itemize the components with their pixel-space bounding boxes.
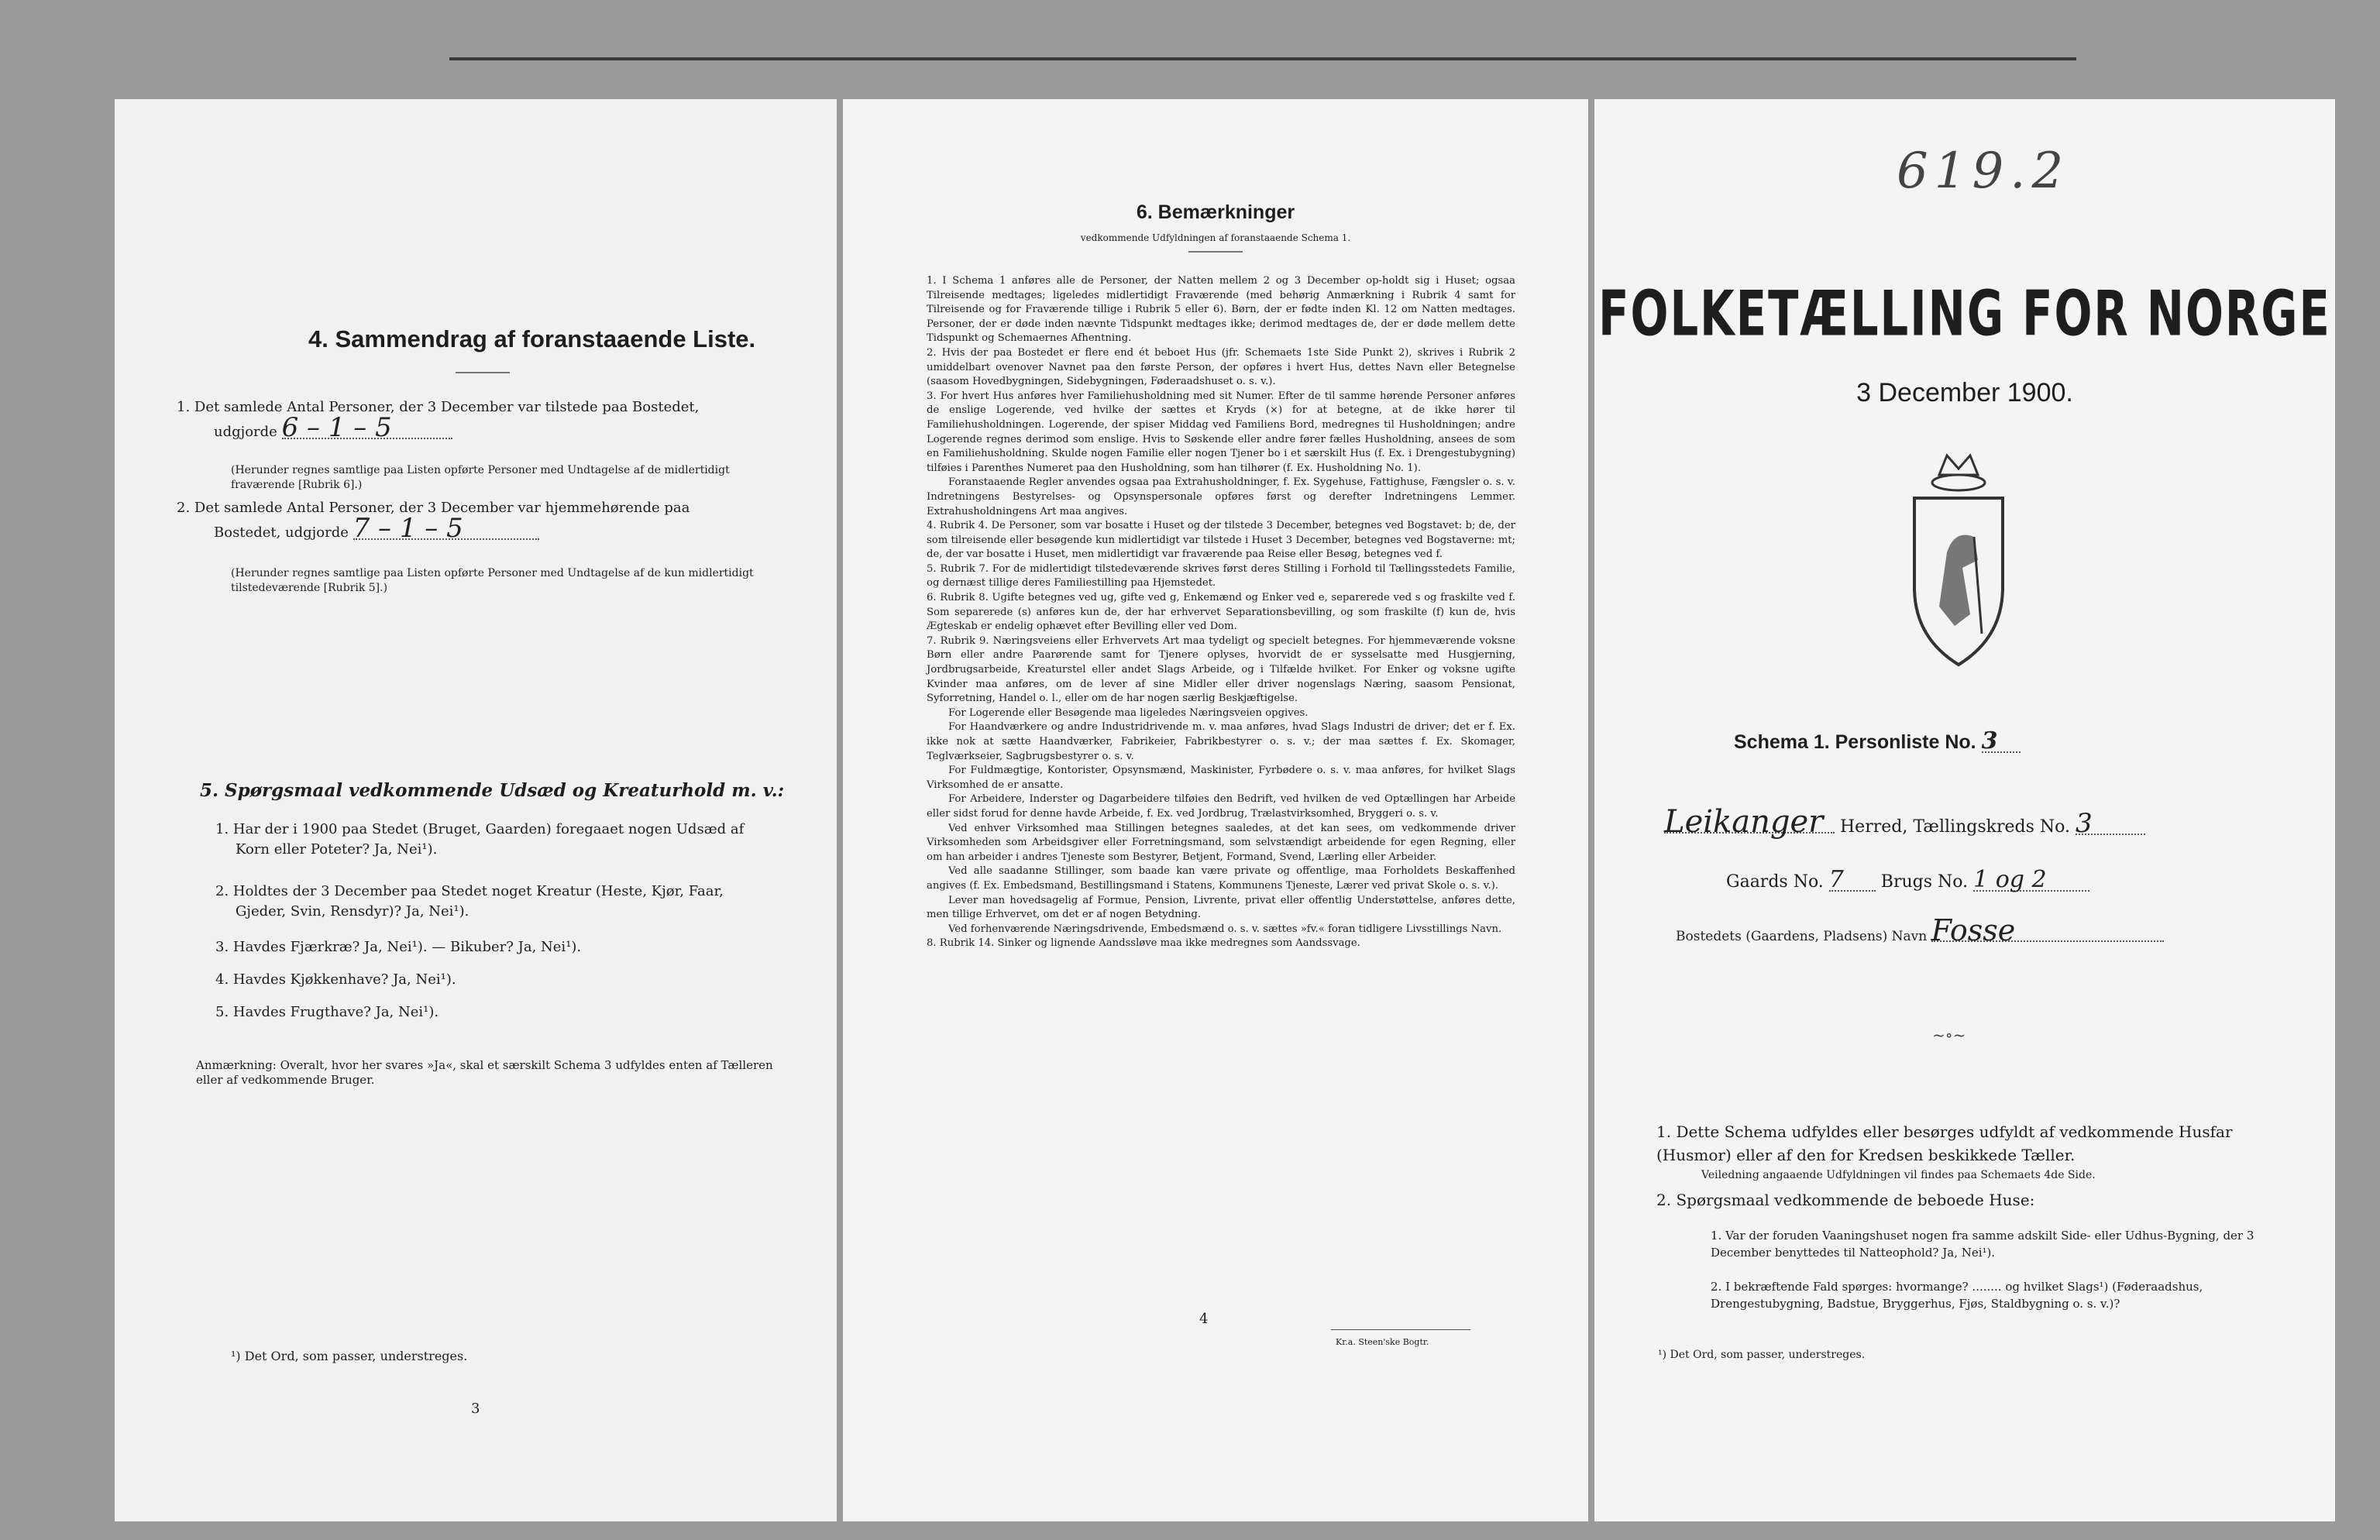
section-5-title: 5. Spørgsmaal vedkommende Udsæd og Kreaturhold m. v.:: [200, 780, 785, 801]
census-date: 3 December 1900.: [1856, 378, 2073, 407]
s5-item-5: [215, 1002, 796, 1023]
item-number: 3.: [215, 939, 229, 955]
bosted-value: Fosse: [1931, 920, 2164, 942]
item-number: 5.: [215, 1004, 229, 1020]
brugs-number: 1 og 2: [1973, 870, 2089, 892]
right-page: [1594, 99, 2335, 1521]
remark-paragraph: 5. Rubrik 7. For de midlertidigt tilstedeværende skrives først deres Stilling i Forhold til Tællingsstedets Familie, og dernæst tillige deres Familiestilling paa Hjemstedet.: [927, 562, 1515, 590]
remark-paragraph: Ved alle saadanne Stillinger, som baade kan være private og offentlige, maa Forholdets Beskaffenhed angives (f. Ex. Embedsmand, Bestillingsmand i Statens, Kommunens Tjeneste, Lærer ved privat Skole o. s. v.).: [927, 865, 1515, 892]
instruction-1: 1. Dette Schema udfyldes eller besørges udfyldt af vedkommende Husfar (Husmor) eller af den for Kredsen beskikkede Tæller.: [1656, 1122, 2233, 1164]
item-number: 2.: [215, 883, 229, 899]
brugs-label: Brugs No.: [1880, 872, 1969, 892]
personliste-number: 3: [1982, 731, 2021, 753]
section-4-title: 4. Sammendrag af foranstaaende Liste.: [308, 325, 756, 352]
bosted-line: [1676, 913, 2296, 947]
herred-line: [1664, 804, 2299, 840]
remark-paragraph: For Haandværkere og andre Industridrivende m. v. maa anføres, hvad Slags Industri de driver; det er f. Ex. ikke nok at sætte Haandværker, Fabrikeier, Fabrikbestyrer o. s. v.; der maa sættes f. Ex. Skomager, Teglværkseier, Sagbrugsbestyrer o. s. v.: [927, 721, 1515, 762]
remarks-title: 6. Bemærkninger: [1136, 201, 1295, 223]
item-number: 4.: [215, 971, 229, 988]
left-page: [115, 99, 837, 1521]
remark-paragraph: 4. Rubrik 4. De Personer, som var bosatte i Huset og der tilstede 3 December, betegnes ved Bogstavet: b; de, der som tilreisende eller besøgende kun midlertidigt var tilstede i Huset 3 December, betegnes ved Bogstaverne: mt; de, der var bosatte i Huset, men midlertidigt var fraværende paa Reise eller Besøg, betegnes ved f.: [927, 520, 1515, 561]
remarks-subtitle: vedkommende Udfyldningen af foranstaaende Schema 1.: [1080, 232, 1351, 243]
item-text: Gjeder, Svin, Rensdyr)? Ja, Nei¹).: [236, 903, 469, 920]
remark-paragraph: 3. For hvert Hus anføres hver Familiehusholdning med sit Numer. Efter de til samme hørende Personer anføres de enslige Logerende, ved hvilke der sættes et Kryds (×) for at betegne, at de ikke hører til Familiehusholdningen. Logerende, der spiser Middag ved Familiens Bord, medregnes til Husholdningen; andre Logerende regnes derimod som enslige. Hvis to Søskende eller andre fører fælles Husholdning, ansees de som en Familiehusholdning. Skulde nogen Familie eller nogen Tjener bo i et særskilt Hus (f. Ex. i Drengestubygning) tilføies i Parenthes Numeret paa den Husholdning, som han tilhører (f. Ex. Husholdning No. 1).: [927, 390, 1515, 474]
herred-label: Herred, Tællingskreds No.: [1840, 817, 2070, 837]
gaards-label: Gaards No.: [1726, 872, 1824, 892]
remark-paragraph: For Logerende eller Besøgende maa ligeledes Næringsveien opgives.: [948, 706, 1309, 719]
handwritten-count-present: 6 – 1 – 5: [282, 418, 452, 439]
item-number: 2.: [177, 500, 191, 516]
remark-paragraph: For Arbeidere, Inderster og Dagarbeidere tilføies den Bedrift, ved hvilken de ved Optællingen har Arbeide eller sidst forud for denne havde Arbeide, f. Ex. ved Jordbrug, Trælastvirksomhed, Bryggeri o. s. v.: [927, 793, 1515, 820]
instruction-1-note: Veiledning angaaende Udfyldningen vil findes paa Schemaets 4de Side.: [1701, 1169, 2096, 1181]
item-text: Korn eller Poteter? Ja, Nei¹).: [236, 841, 438, 858]
scan-edge-line: [449, 57, 2076, 60]
archive-number: 619.2: [1897, 143, 2070, 200]
s4-item-2: [177, 498, 789, 543]
schema-label: [1734, 727, 2021, 755]
remark-paragraph: Foranstaaende Regler anvendes ogsaa paa Extrahusholdninger, f. Ex. Sygehuse, Fattighuse, Fængsler o. s. v. Indretningens Bestyrelses- og Opsynspersonale opføres først og derefter Indretningens Lemmer. Extrahusholdningens Art maa angives.: [927, 476, 1515, 517]
remark-paragraph: Lever man hovedsagelig af Formue, Pension, Livrente, privat eller offentlig Understøttelse, anføres dette, men tillige Erhvervet, om det er af nogen Betydning.: [927, 894, 1515, 921]
middle-page: [843, 99, 1588, 1521]
question-1: 1. Var der foruden Vaaningshuset nogen fra samme adskilt Side- eller Udhus-Bygning, der 3 December benyttedes til Natteophold? Ja, Nei¹).: [1711, 1229, 2254, 1260]
remark-paragraph: 6. Rubrik 8. Ugifte betegnes ved ug, gifte ved g, Enkemænd og Enker ved e, separerede ved s og fraskilte ved f. Som separerede (s) anføres kun de, der har erhvervet Separationsbevilling, og som fraskilte (f) kun de, hvis Ægteskab er endelig ophævet efter Bevilling eller ved Dom.: [927, 592, 1515, 633]
gaards-number: 7: [1829, 870, 1876, 892]
kreds-number: 3: [2076, 813, 2145, 835]
question-2: 2. I bekræftende Fald spørges: hvormange? ........ og hvilket Slags¹) (Føderaadshus, Drengestubygning, Badstue, Bryggerhus, Fjøs, Staldbygning o. s. v.)?: [1711, 1280, 2203, 1311]
footnote: ¹) Det Ord, som passer, understreges.: [1658, 1349, 1866, 1361]
item-text: Havdes Kjøkkenhave? Ja, Nei¹).: [232, 971, 456, 988]
s5-item-4: [215, 970, 796, 990]
item-text: Har der i 1900 paa Stedet (Bruget, Gaarden) foregaaet nogen Udsæd af: [232, 821, 745, 837]
item-number: 1.: [177, 399, 191, 415]
ornament-icon: ~∘~: [1932, 1026, 1966, 1044]
bosted-label: Bostedets (Gaardens, Pladsens) Navn: [1676, 929, 1928, 944]
handwritten-count-resident: 7 – 1 – 5: [353, 518, 539, 540]
separator: [1188, 251, 1243, 253]
herred-value: Leikanger: [1664, 812, 1835, 834]
s4-item-1: [177, 397, 789, 442]
remark-paragraph: 2. Hvis der paa Bostedet er flere end ét beboet Hus (jfr. Schemaets 1ste Side Punkt 2), skrives i Rubrik 2 umiddelbart ovenover Navnet paa den første Person, der opføres i hvert Hus, dettes Navn eller Betegnelse (saasom Hovedbygningen, Sidebygningen, Føderaadshuset o. s. v.).: [927, 346, 1515, 388]
s4-note-1: (Herunder regnes samtlige paa Listen opførte Personer med Undtagelse af de midlertidigt fraværende [Rubrik 6].): [231, 464, 730, 491]
item-text: Det samlede Antal Personer, der 3 December var hjemmehørende paa: [194, 500, 690, 516]
printer-rule: [1331, 1329, 1470, 1330]
remark-paragraph: Ved enhver Virksomhed maa Stillingen betegnes saaledes, at det kan sees, om vedkommende driver Virksomheden som Arbeidsgiver eller Forretningsmand, som selvstændigt arbeidende for egen Regning, eller om han arbeider i andres Tjeneste som Bestyrer, Betjent, Formand, Svend, Lærling eller Arbeider.: [927, 822, 1515, 863]
separator: [456, 372, 510, 373]
coat-of-arms-icon: [1900, 452, 2017, 676]
item-text: Havdes Frugthave? Ja, Nei¹).: [232, 1004, 439, 1020]
remarks-list: [927, 274, 1515, 951]
footnote: ¹) Det Ord, som passer, understreges.: [231, 1349, 468, 1363]
s4-note-2: (Herunder regnes samtlige paa Listen opførte Personer med Undtagelse af de kun midlertidigt tilstedeværende [Rubrik 5].): [231, 567, 754, 594]
instruction-2: 2. Spørgsmaal vedkommende de beboede Huse:: [1656, 1191, 2035, 1209]
gaards-line: [1726, 866, 2268, 893]
printer-credit: Kr.a. Steen'ske Bogtr.: [1336, 1337, 1429, 1347]
s5-item-1: [215, 820, 796, 860]
remark-paragraph: Ved forhenværende Næringsdrivende, Embedsmænd o. s. v. sættes »fv.« foran tidligere Livsstillings Navn.: [948, 923, 1502, 935]
document-title: FOLKETÆLLING FOR NORGE: [1598, 279, 2331, 351]
item-number: 1.: [215, 821, 229, 837]
item-label: udgjorde: [214, 424, 277, 440]
remark-paragraph: 8. Rubrik 14. Sinker og lignende Aandssløve maa ikke medregnes som Aandssvage.: [927, 937, 1360, 950]
item-label: Bostedet, udgjorde: [214, 524, 349, 541]
item-text: Det samlede Antal Personer, der 3 December var tilstede paa Bostedet,: [194, 399, 700, 415]
s5-item-2: [215, 882, 796, 922]
page-number: 4: [1199, 1311, 1209, 1327]
remark-paragraph: For Fuldmægtige, Kontorister, Opsynsmænd, Maskinister, Fyrbødere o. s. v. maa anføres, for hvilket Slags Virksomhed de er ansatte.: [927, 765, 1515, 791]
schema-label-text: Schema 1. Personliste No.: [1734, 731, 1976, 753]
item-text: Holdtes der 3 December paa Stedet noget Kreatur (Heste, Kjør, Faar,: [232, 883, 724, 899]
remark: Anmærkning: Overalt, hvor her svares »Ja«, skal et særskilt Schema 3 udfyldes enten af Tælleren eller af vedkommende Bruger.: [196, 1058, 773, 1087]
page-number: 3: [471, 1401, 480, 1417]
item-text: Havdes Fjærkræ? Ja, Nei¹). — Bikuber? Ja, Nei¹).: [232, 939, 582, 955]
remark-paragraph: 7. Rubrik 9. Næringsveiens eller Erhvervets Art maa tydeligt og specielt betegnes. For hjemmeværende voksne Børn eller andre Paarørende samt for Tjenere oplyses, hvorvidt de er sysselsatte med Husgjerning, Jordbrugsarbeide, Kreaturstel eller andet Slags Arbeide, og i Tilfælde hvilket. For Enker og voksne ugifte Kvinder maa anføres, om de lever af sine Midler eller driver nogenslags Næring, saasom Pensionat, Syforretning, Handel o. l., eller om de har nogen særlig Beskjæftigelse.: [927, 634, 1515, 705]
s5-item-3: [215, 937, 796, 957]
remark-paragraph: 1. I Schema 1 anføres alle de Personer, der Natten mellem 2 og 3 December op-holdt sig i Huset; ogsaa Tilreisende medtages; ligeledes midlertidigt Fraværende (med behørig Anmærkning i Rubrik 4 samt for Tilreisende og for Fraværende tillige i Rubrik 5 eller 6). Børn, der er fødte inden Kl. 12 om Natten medtages. Personer, der er døde inden nævnte Tidspunkt medtages ikke; derimod medtages de, der er døde mellem dette Tidspunkt og Schemaernes Afhentning.: [927, 275, 1515, 345]
